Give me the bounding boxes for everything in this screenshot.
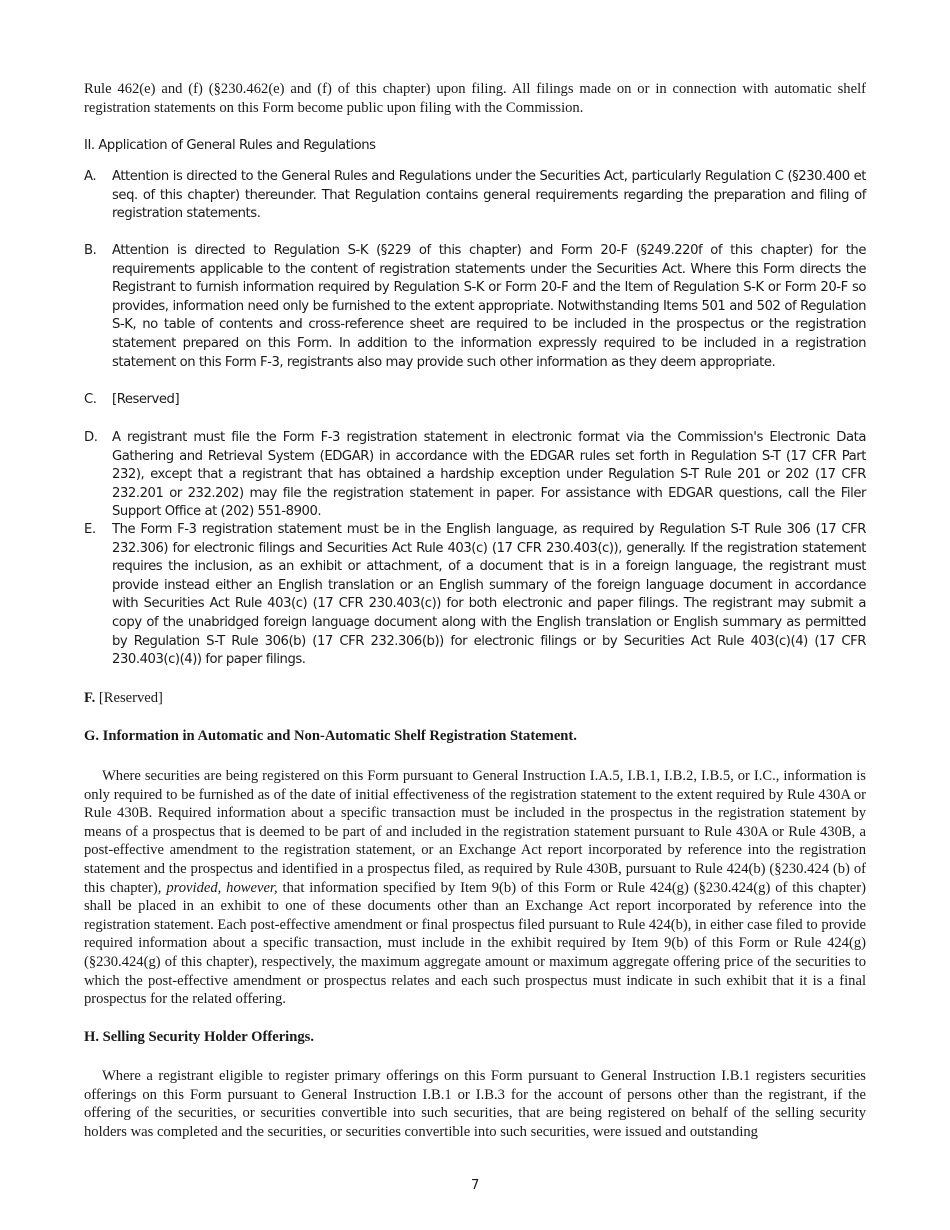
page-number: 7 [471,1178,479,1193]
list-item-label: C. [84,392,97,407]
list-item-label: E. [84,522,96,537]
list-item-label: B. [84,243,97,258]
list-item-text: Attention is directed to Regulation S-K (§229 of this chapter) and Form 20-F (§249.220f of this chapter) for the requirements applicable to the content of registration statements under the Securities Act. Where this Form directs the Registrant to furnish information required by Regulation S-K or Form 20-F and the Item of Regulation S-K or Form 20-F so provides, information need only be furnished to the extent appropriate. Notwithstanding Items 501 and 502 of Regulation S-K, no table of contents and cross-reference sheet are required to be included in the prospectus or the registration statement prepared on this Form. In addition to the information expressly required to be included in a registration statement on this Form F-3, registrants also may provide such other information as they deem appropriate. [112,243,866,370]
list-item-c [84,391,866,410]
list-item-label: D. [84,430,98,445]
list-item-text: A registrant must file the Form F-3 registration statement in electronic format via the Commission's Electronic Data Gathering and Retrieval System (EDGAR) in accordance with the EDGAR rules set forth in Regulation S-T (17 CFR Part 232), except that a registrant that has obtained a hardship exception under Regulation S-T Rule 201 or 202 (17 CFR 232.201 or 232.202) may file the registration statement in paper. For assistance with EDGAR questions, call the Filer Support Office at (202) 551-8900. [112,430,866,520]
section-h-body: Where a registrant eligible to register primary offerings on this Form pursuant to General Instruction I.B.1 registers securities offerings on this Form pursuant to General Instruction I.B.1 or I.B.3 for the account of persons other than the registrant, if the offering of the securities, or securities convertible into such securities, that are being registered on behalf of the selling security holders was completed and the securities, or securities convertible into such securities, were issued and outstanding [84,1068,866,1140]
list-item-e [84,521,866,670]
section-f [84,689,866,708]
list-item-label: A. [84,169,97,184]
list-item-a [84,168,866,224]
section-g-italic: provided, however, [166,879,278,896]
section-g-text-2: that information specified by Item 9(b) of this Form or Rule 424(g) (§230.424(g) of this chapter) shall be placed in an exhibit to one of these documents other than an Exchange Act report incorporated by reference into the registration statement. Each post-effective amendment or final prospectus filed pursuant to Rule 424(b), in either case filed to provide required information about a specific transaction, must include in the exhibit required by Item 9(b) of this Form or Rule 424(g) (§230.424(g) of this chapter), respectively, the maximum aggregate amount or maximum aggregate offering price of the securities to which the post-effective amendment or prospectus relates and each such prospectus must indicate in such exhibit that it is a final prospectus for the related offering. [84,879,866,1008]
section-g-text-1: Where securities are being registered on this Form pursuant to General Instruction I.A.5, I.B.1, I.B.2, I.B.5, or I.C., information is only required to be furnished as of the date of initial effectiveness of the registration statement to the extent required by Rule 430A or Rule 430B. Required information about a specific transaction must be included in the prospectus in the registration statement by means of a prospectus that is deemed to be part of and included in the registration statement pursuant to Rule 430A or Rule 430B, a post-effective amendment to the registration statement, or an Exchange Act report incorporated by reference into the registration statement and the prospectus and identified in a prospectus filed, as required by Rule 430B, pursuant to Rule 424(b) (§230.424 (b) of this chapter), [84,768,866,896]
section-h-heading: H. Selling Security Holder Offerings. [84,1029,314,1045]
list-item-d [84,429,866,522]
section-ii-heading: II. Application of General Rules and Regulations [84,138,376,153]
list-item-b [84,242,866,372]
section-f-label: F. [84,690,96,706]
section-g-body [84,767,866,1009]
list-item-text: [Reserved] [112,392,180,407]
section-f-text: [Reserved] [98,690,163,706]
intro-paragraph: Rule 462(e) and (f) (§230.462(e) and (f) of this chapter) upon filing. All filings made on or in connection with automatic shelf registration statements on this Form become public upon filing with the Commission. [84,81,866,116]
list-item-text: The Form F-3 registration statement must be in the English language, as required by Regulation S-T Rule 306 (17 CFR 232.306) for electronic filings and Securities Act Rule 403(c) (17 CFR 230.403(c)), generally. If the registration statement requires the inclusion, as an exhibit or attachment, of a document that is in a foreign language, the registrant must provide instead either an English translation or an English summary of the foreign language document in accordance with Securities Act Rule 403(c) (17 CFR 230.403(c)) for both electronic and paper filings. The registrant may submit a copy of the unabridged foreign language document along with the English translation or English summary as permitted by Regulation S-T Rule 306(b) (17 CFR 232.306(b)) for electronic filings or by Securities Act Rule 403(c)(4) (17 CFR 230.403(c)(4)) for paper filings. [112,522,866,668]
list-item-text: Attention is directed to the General Rules and Regulations under the Securities Act, particularly Regulation C (§230.400 et seq. of this chapter) thereunder. That Regulation contains general requirements regarding the preparation and filing of registration statements. [112,169,866,222]
section-g-heading: G. Information in Automatic and Non-Automatic Shelf Registration Statement. [84,728,577,744]
